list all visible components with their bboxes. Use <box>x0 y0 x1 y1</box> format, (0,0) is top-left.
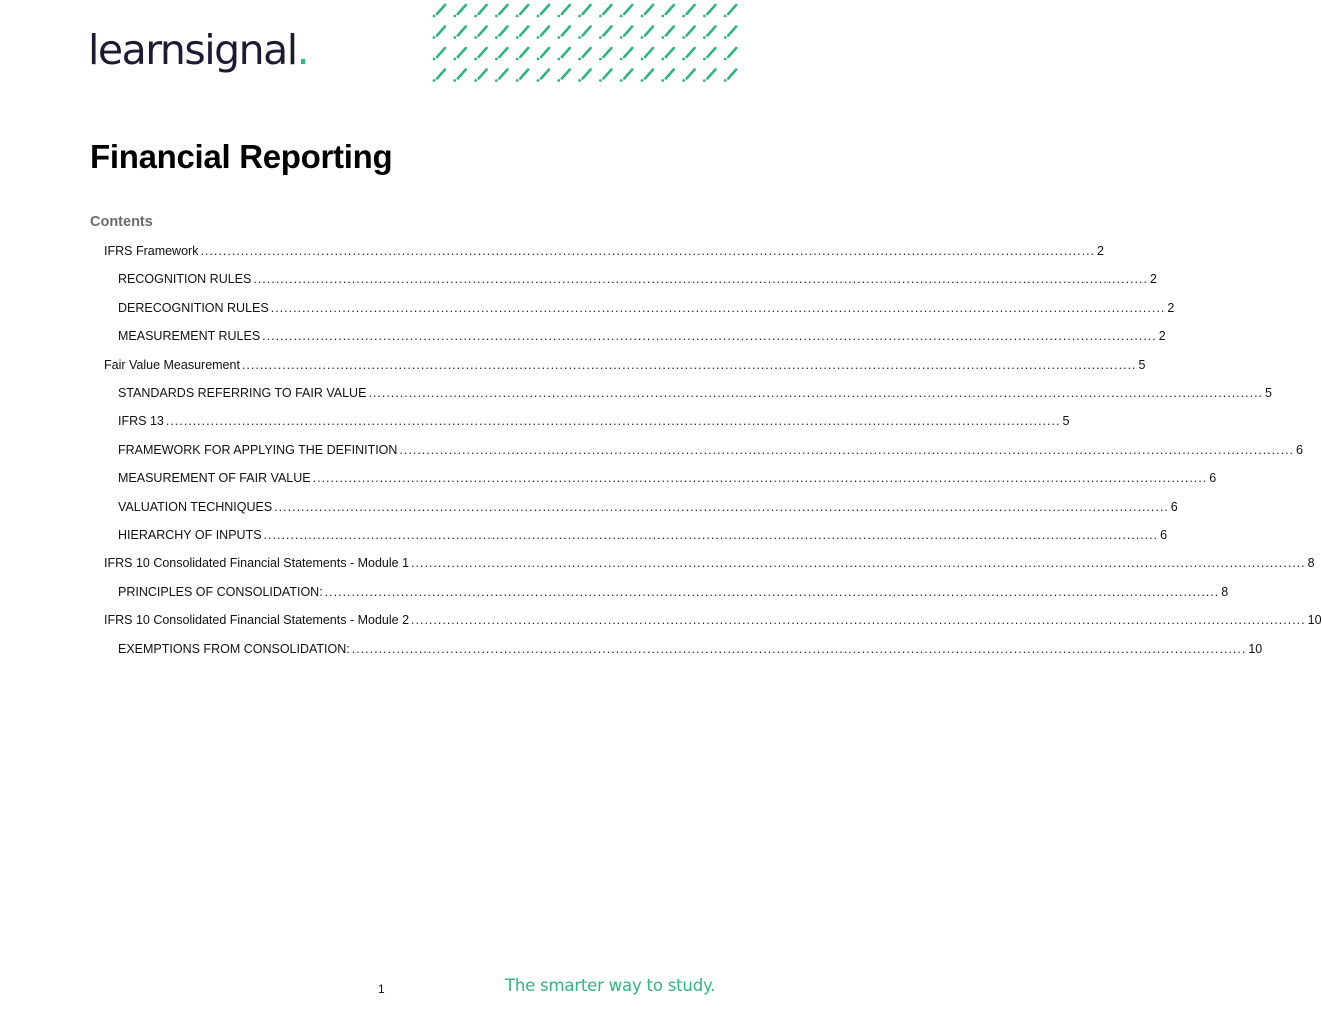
pattern-slash <box>479 48 487 57</box>
pattern-dot <box>661 15 664 18</box>
toc-entry[interactable] <box>118 584 1229 601</box>
toc-entry-page-number: 6 <box>1160 528 1168 542</box>
toc-entry-page-number: 5 <box>1062 414 1070 429</box>
pattern-dot <box>641 79 644 82</box>
pattern-dot <box>453 36 456 39</box>
pattern-slash <box>499 48 507 57</box>
toc-entry-page-number: 10 <box>1307 613 1322 628</box>
pattern-dot <box>495 58 498 61</box>
toc-dot-leader: ........................................................................................................................................................................................................ <box>324 584 1220 599</box>
pattern-dot <box>620 15 623 18</box>
toc-entry[interactable] <box>118 328 1166 345</box>
pattern-slash <box>583 27 591 36</box>
pattern-slash <box>458 27 466 36</box>
toc-dot-leader: ........................................................................................................................................................................................................ <box>262 329 1157 344</box>
toc-entry-label: EXEMPTIONS FROM CONSOLIDATION: <box>118 641 350 656</box>
pattern-slash <box>603 48 611 57</box>
toc-dot-leader: ........................................................................................................................................................................................................ <box>200 244 1096 258</box>
toc-entry-page-number: 2 <box>1167 300 1175 315</box>
toc-dot-leader: ........................................................................................................................................................................................................ <box>270 300 1166 315</box>
pattern-slash <box>479 27 487 36</box>
toc-entry-page-number: 2 <box>1158 329 1166 344</box>
pattern-slash <box>479 70 487 79</box>
pattern-slash <box>541 27 549 36</box>
footer-tagline: The smarter way to study. <box>505 976 716 995</box>
pattern-slash <box>603 70 611 79</box>
pattern-slash <box>728 48 736 57</box>
pattern-slash <box>520 70 528 79</box>
pattern-dot <box>703 15 706 18</box>
pattern-dot <box>537 58 540 61</box>
toc-entry[interactable] <box>118 300 1175 317</box>
contents-heading: Contents <box>90 214 153 230</box>
document-title: Financial Reporting <box>90 138 393 175</box>
pattern-dot <box>620 79 623 82</box>
pattern-dot <box>641 15 644 18</box>
pattern-dot <box>703 58 706 61</box>
pattern-slash <box>520 5 528 14</box>
toc-dot-leader: ........................................................................................................................................................................................................ <box>312 471 1208 486</box>
toc-entry-page-number: 8 <box>1307 556 1315 571</box>
toc-dot-leader: ........................................................................................................................................................................................................ <box>253 272 1148 287</box>
toc-entry[interactable] <box>104 612 1322 629</box>
toc-entry-page-number: 2 <box>1097 244 1104 258</box>
toc-entry[interactable] <box>118 641 1263 658</box>
pattern-dot <box>703 36 706 39</box>
pattern-dot <box>661 79 664 82</box>
toc-dot-leader: ........................................................................................................................................................................................................ <box>165 414 1061 429</box>
logo-text: learnsignal <box>88 26 297 74</box>
toc-entry[interactable] <box>104 555 1315 572</box>
toc-entry-page-number: 6 <box>1296 442 1303 457</box>
pattern-dot <box>578 58 581 61</box>
pattern-slash <box>687 27 695 36</box>
pattern-dot <box>682 15 685 18</box>
pattern-slash <box>541 5 549 14</box>
pattern-dot <box>682 58 685 61</box>
pattern-dot <box>578 79 581 82</box>
pattern-slash <box>707 48 715 57</box>
pattern-dot <box>599 58 602 61</box>
toc-entry-label: IFRS Framework <box>104 244 199 258</box>
pattern-slash <box>562 27 570 36</box>
pattern-slash <box>728 27 736 36</box>
pattern-dot <box>620 58 623 61</box>
toc-entry-page-number: 5 <box>1265 386 1272 400</box>
pattern-dot <box>516 79 519 82</box>
pattern-slash <box>562 5 570 14</box>
pattern-slash <box>645 48 653 57</box>
toc-dot-leader: ........................................................................................................................................................................................................ <box>274 499 1169 514</box>
toc-entry-label: RECOGNITION RULES <box>118 272 252 287</box>
pattern-slash <box>541 48 549 57</box>
pattern-dot <box>578 36 581 39</box>
pattern-slash <box>437 5 445 14</box>
pattern-slash <box>499 70 507 79</box>
pattern-dot <box>661 58 664 61</box>
pattern-dot <box>474 79 477 82</box>
pattern-dot <box>557 79 560 82</box>
pattern-slash <box>687 48 695 57</box>
pattern-dot <box>724 79 727 82</box>
pattern-dot <box>620 36 623 39</box>
pattern-dot <box>453 58 456 61</box>
toc-entry-label: IFRS 10 Consolidated Financial Statements - Module 1 <box>104 556 410 571</box>
toc-entry[interactable] <box>118 442 1303 459</box>
footer-page-number: 1 <box>378 982 385 996</box>
pattern-dot <box>433 15 436 18</box>
toc-entry-page-number: 6 <box>1170 499 1178 514</box>
toc-dot-leader: ........................................................................................................................................................................................................ <box>263 528 1159 542</box>
pattern-dot <box>724 15 727 18</box>
pattern-dot <box>641 36 644 39</box>
toc-entry-label: MEASUREMENT OF FAIR VALUE <box>118 471 311 486</box>
toc-dot-leader: ........................................................................................................................................................................................................ <box>411 613 1306 628</box>
pattern-slash <box>666 70 674 79</box>
pattern-slash <box>666 27 674 36</box>
toc-entry-label: HIERARCHY OF INPUTS <box>118 528 262 542</box>
toc-entry[interactable] <box>118 413 1070 430</box>
pattern-dot <box>537 36 540 39</box>
pattern-slash <box>437 70 445 79</box>
toc-dot-leader: ........................................................................................................................................................................................................ <box>368 386 1264 400</box>
pattern-slash <box>707 5 715 14</box>
toc-dot-leader: ........................................................................................................................................................................................................ <box>411 556 1306 571</box>
pattern-dot <box>682 79 685 82</box>
pattern-slash <box>458 5 466 14</box>
pattern-dot <box>599 79 602 82</box>
pattern-slash <box>437 48 445 57</box>
pattern-slash <box>458 48 466 57</box>
pattern-slash <box>624 48 632 57</box>
toc-entry[interactable] <box>118 527 1168 544</box>
pattern-dot <box>516 58 519 61</box>
pattern-slash <box>499 27 507 36</box>
pattern-dot <box>474 15 477 18</box>
pattern-slash <box>583 70 591 79</box>
toc-entry-page-number: 2 <box>1149 272 1157 287</box>
toc-dot-leader: ........................................................................................................................................................................................................ <box>241 357 1137 372</box>
pattern-dot <box>433 79 436 82</box>
pattern-dot <box>495 15 498 18</box>
pattern-dot <box>682 36 685 39</box>
pattern-slash <box>562 48 570 57</box>
toc-entry-label: FRAMEWORK FOR APPLYING THE DEFINITION <box>118 442 398 457</box>
toc-entry-label: VALUATION TECHNIQUES <box>118 499 273 514</box>
pattern-slash <box>666 5 674 14</box>
pattern-slash <box>562 70 570 79</box>
pattern-dot <box>474 58 477 61</box>
pattern-dot <box>474 36 477 39</box>
toc-entry-label: STANDARDS REFERRING TO FAIR VALUE <box>118 386 367 400</box>
pattern-dot <box>661 36 664 39</box>
pattern-slash <box>645 70 653 79</box>
pattern-slash <box>479 5 487 14</box>
toc-entry-label: MEASUREMENT RULES <box>118 329 261 344</box>
logo-dot: . <box>296 26 309 74</box>
toc-entry-label: Fair Value Measurement <box>104 357 240 372</box>
pattern-slash <box>645 27 653 36</box>
pattern-dot <box>495 79 498 82</box>
pattern-dot <box>453 15 456 18</box>
pattern-dot <box>557 36 560 39</box>
pattern-slash <box>583 48 591 57</box>
pattern-slash <box>603 27 611 36</box>
pattern-slash <box>707 70 715 79</box>
toc-entry[interactable] <box>118 385 1272 402</box>
toc-dot-leader: ........................................................................................................................................................................................................ <box>399 442 1295 457</box>
pattern-dot <box>516 15 519 18</box>
toc-entry-label: IFRS 10 Consolidated Financial Statements - Module 2 <box>104 613 410 628</box>
pattern-dot <box>537 15 540 18</box>
pattern-dot <box>495 36 498 39</box>
pattern-dot <box>516 36 519 39</box>
pattern-slash <box>520 27 528 36</box>
pattern-dot <box>433 36 436 39</box>
pattern-dot <box>453 79 456 82</box>
pattern-dot <box>433 58 436 61</box>
pattern-slash <box>583 5 591 14</box>
pattern-dot <box>578 15 581 18</box>
pattern-slash <box>687 70 695 79</box>
toc-entry-label: PRINCIPLES OF CONSOLIDATION: <box>118 584 323 599</box>
toc-dot-leader: ........................................................................................................................................................................................................ <box>351 641 1247 656</box>
toc-entry-label: DERECOGNITION RULES <box>118 300 269 315</box>
pattern-dot <box>537 79 540 82</box>
pattern-slash <box>666 48 674 57</box>
learnsignal-logo <box>88 26 309 74</box>
pattern-dot <box>557 15 560 18</box>
pattern-slash <box>437 27 445 36</box>
pattern-slash <box>707 27 715 36</box>
pattern-slash <box>728 5 736 14</box>
toc-entry[interactable] <box>104 357 1146 374</box>
toc-entry-page-number: 5 <box>1138 357 1146 372</box>
pattern-slash <box>458 70 466 79</box>
pattern-slash <box>603 5 611 14</box>
pattern-slash <box>499 5 507 14</box>
pattern-dot <box>641 58 644 61</box>
pattern-slash <box>728 70 736 79</box>
pattern-slash <box>687 5 695 14</box>
toc-entry-page-number: 6 <box>1209 471 1217 486</box>
pattern-dot <box>599 15 602 18</box>
pattern-slash <box>520 48 528 57</box>
toc-entry[interactable] <box>104 243 1104 260</box>
toc-entry-page-number: 8 <box>1221 584 1229 599</box>
pattern-dot <box>557 58 560 61</box>
pattern-dot <box>724 58 727 61</box>
pattern-slash <box>624 27 632 36</box>
pattern-slash <box>624 5 632 14</box>
pattern-slash <box>645 5 653 14</box>
toc-entry[interactable] <box>118 470 1217 487</box>
toc-entry[interactable] <box>118 499 1178 516</box>
pattern-dot <box>599 36 602 39</box>
toc-entry-page-number: 10 <box>1248 641 1263 656</box>
toc-entry-label: IFRS 13 <box>118 414 164 429</box>
pattern-slash <box>541 70 549 79</box>
pattern-dot <box>703 79 706 82</box>
decorative-slash-pattern <box>430 0 768 88</box>
pattern-dot <box>724 36 727 39</box>
pattern-slash <box>624 70 632 79</box>
toc-entry[interactable] <box>118 271 1157 288</box>
